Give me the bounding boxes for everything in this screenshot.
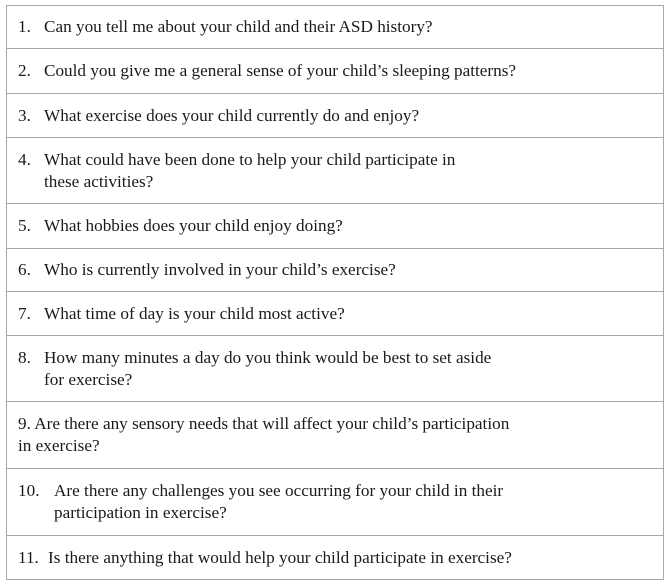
question-number: 11. <box>18 547 39 567</box>
question-text-block <box>44 149 655 193</box>
question-text-line-2: in exercise? <box>18 436 100 455</box>
question-cell <box>7 536 664 580</box>
question-cell <box>7 336 664 402</box>
question-text-line-1: Are there any challenges you see occurring for your child in their <box>54 481 504 500</box>
question-number: 7. <box>18 303 31 323</box>
question-text-line-1: Are there any sensory needs that will affect your child’s participation <box>34 414 510 433</box>
table-row <box>7 6 664 49</box>
question-text-block <box>54 480 655 524</box>
question-cell <box>7 292 664 336</box>
question-text-line-1: What could have been done to help your child participate in <box>44 149 456 169</box>
question-number: 9. <box>18 414 31 433</box>
question-text: What hobbies does your child enjoy doing? <box>44 216 343 235</box>
question-text: What exercise does your child currently do and enjoy? <box>44 105 420 125</box>
question-text: Could you give me a general sense of your child’s sleeping patterns? <box>44 61 517 80</box>
table-row <box>7 402 664 469</box>
question-cell <box>7 138 664 204</box>
question-cell <box>7 469 664 536</box>
question-cell <box>7 402 664 469</box>
question-text-line-2: these activities? <box>44 171 154 191</box>
question-number: 2. <box>18 61 31 80</box>
table-row <box>7 204 664 249</box>
question-cell <box>7 204 664 249</box>
question-cell <box>7 249 664 292</box>
question-number: 4. <box>18 149 31 169</box>
table-row <box>7 94 664 138</box>
question-cell <box>7 49 664 94</box>
question-number: 10. <box>18 481 40 500</box>
question-text-line-1: How many minutes a day do you think would be best to set aside <box>44 347 492 367</box>
table-row <box>7 138 664 204</box>
question-text: Is there anything that would help your child participate in exercise? <box>48 547 512 567</box>
table-row <box>7 292 664 336</box>
question-cell <box>7 94 664 138</box>
question-number: 3. <box>18 105 31 125</box>
table-row <box>7 49 664 94</box>
question-text: What time of day is your child most active? <box>44 303 345 323</box>
question-number: 6. <box>18 260 31 279</box>
table-row <box>7 536 664 580</box>
question-text-line-2: for exercise? <box>44 369 133 389</box>
question-text: Who is currently involved in your child’s exercise? <box>44 260 396 279</box>
table-row <box>7 336 664 402</box>
question-text-line-2: participation in exercise? <box>54 503 227 522</box>
table-row <box>7 249 664 292</box>
question-number: 8. <box>18 347 31 367</box>
question-text-block <box>44 347 655 391</box>
table-row <box>7 469 664 536</box>
question-number: 1. <box>18 17 31 36</box>
interview-questions-table <box>6 5 664 580</box>
question-cell <box>7 6 664 49</box>
question-number: 5. <box>18 216 31 235</box>
question-text: Can you tell me about your child and their ASD history? <box>44 17 433 36</box>
